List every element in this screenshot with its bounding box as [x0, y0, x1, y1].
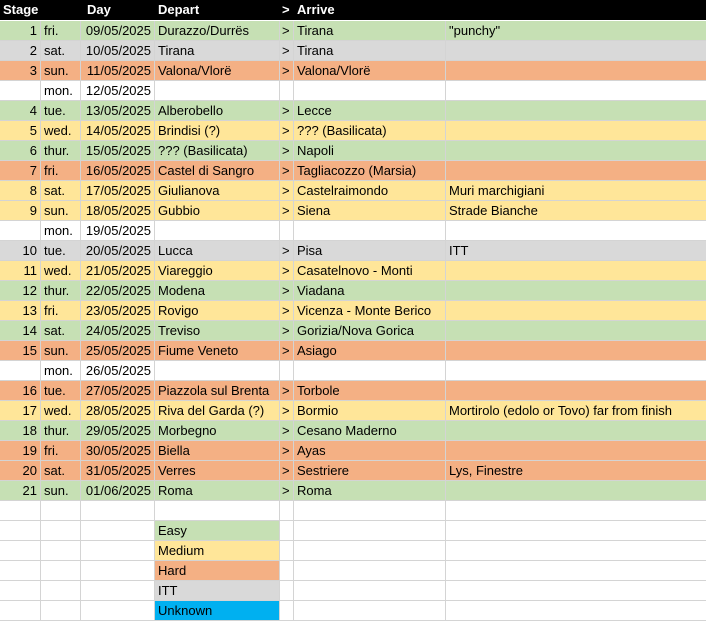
arrow-cell[interactable]: > [280, 261, 294, 281]
arrive-cell[interactable]: Tirana [294, 41, 446, 61]
date-cell[interactable]: 29/05/2025 [81, 421, 155, 441]
note-cell[interactable] [446, 321, 706, 341]
empty-cell[interactable] [81, 581, 155, 601]
header-arrive[interactable]: Arrive [294, 0, 446, 20]
stage-row [0, 281, 706, 301]
date-cell[interactable]: 24/05/2025 [81, 321, 155, 341]
date-cell[interactable]: 23/05/2025 [81, 301, 155, 321]
empty-cell[interactable] [0, 561, 41, 581]
stage-number-cell[interactable]: 1 [0, 21, 41, 41]
empty-cell[interactable] [41, 521, 81, 541]
stage-row [0, 201, 706, 221]
empty-cell[interactable] [294, 601, 446, 621]
depart-cell[interactable]: Gubbio [155, 201, 280, 221]
arrive-cell[interactable]: Castelraimondo [294, 181, 446, 201]
note-cell[interactable] [446, 441, 706, 461]
arrive-cell[interactable] [294, 221, 446, 241]
depart-cell[interactable]: Modena [155, 281, 280, 301]
stage-row [0, 341, 706, 361]
empty-cell[interactable] [280, 581, 294, 601]
arrive-cell[interactable]: Sestriere [294, 461, 446, 481]
stage-row [0, 161, 706, 181]
legend-easy-swatch[interactable]: Easy [155, 521, 280, 541]
weekday-cell[interactable]: fri. [41, 21, 81, 41]
empty-cell[interactable] [81, 541, 155, 561]
stage-number-cell[interactable]: 11 [0, 261, 41, 281]
stage-number-cell[interactable]: 18 [0, 421, 41, 441]
depart-cell[interactable]: Castel di Sangro [155, 161, 280, 181]
date-cell[interactable]: 16/05/2025 [81, 161, 155, 181]
depart-cell[interactable]: Morbegno [155, 421, 280, 441]
legend-row [0, 601, 706, 621]
arrow-cell[interactable]: > [280, 241, 294, 261]
date-cell[interactable]: 13/05/2025 [81, 101, 155, 121]
empty-cell[interactable] [41, 581, 81, 601]
depart-cell[interactable]: Rovigo [155, 301, 280, 321]
weekday-cell[interactable]: thur. [41, 141, 81, 161]
empty-cell[interactable] [81, 521, 155, 541]
date-cell[interactable]: 17/05/2025 [81, 181, 155, 201]
arrive-cell[interactable]: Tagliacozzo (Marsia) [294, 161, 446, 181]
weekday-cell[interactable]: mon. [41, 81, 81, 101]
empty-cell[interactable] [446, 541, 706, 561]
date-cell[interactable]: 26/05/2025 [81, 361, 155, 381]
empty-row [0, 501, 706, 521]
depart-cell[interactable]: Viareggio [155, 261, 280, 281]
weekday-cell[interactable]: thur. [41, 281, 81, 301]
weekday-cell[interactable]: sun. [41, 61, 81, 81]
legend-row [0, 541, 706, 561]
depart-cell[interactable]: Roma [155, 481, 280, 501]
arrow-cell[interactable]: > [280, 161, 294, 181]
arrow-cell[interactable]: > [280, 421, 294, 441]
date-cell[interactable]: 30/05/2025 [81, 441, 155, 461]
arrow-cell[interactable]: > [280, 121, 294, 141]
depart-cell[interactable]: Alberobello [155, 101, 280, 121]
date-cell[interactable]: 01/06/2025 [81, 481, 155, 501]
stage-row [0, 61, 706, 81]
date-cell[interactable]: 27/05/2025 [81, 381, 155, 401]
empty-cell[interactable] [280, 601, 294, 621]
legend-hard-swatch[interactable]: Hard [155, 561, 280, 581]
arrive-cell[interactable]: Gorizia/Nova Gorica [294, 321, 446, 341]
arrive-cell[interactable]: Ayas [294, 441, 446, 461]
stage-number-cell[interactable]: 14 [0, 321, 41, 341]
stage-row [0, 121, 706, 141]
depart-cell[interactable]: Biella [155, 441, 280, 461]
empty-cell[interactable] [280, 541, 294, 561]
weekday-cell[interactable]: sat. [41, 41, 81, 61]
depart-cell[interactable] [155, 221, 280, 241]
arrive-cell[interactable]: Bormio [294, 401, 446, 421]
empty-cell[interactable] [41, 601, 81, 621]
date-cell[interactable]: 12/05/2025 [81, 81, 155, 101]
arrow-cell[interactable]: > [280, 381, 294, 401]
arrow-cell[interactable]: > [280, 301, 294, 321]
depart-cell[interactable]: Brindisi (?) [155, 121, 280, 141]
empty-cell[interactable] [81, 561, 155, 581]
header-day[interactable]: Day [81, 0, 155, 20]
stage-number-cell[interactable]: 15 [0, 341, 41, 361]
empty-cell[interactable] [446, 521, 706, 541]
legend-medium-swatch[interactable]: Medium [155, 541, 280, 561]
note-cell[interactable]: Lys, Finestre [446, 461, 706, 481]
stage-row [0, 361, 706, 381]
note-cell[interactable] [446, 101, 706, 121]
depart-cell[interactable] [155, 361, 280, 381]
arrive-cell[interactable]: Lecce [294, 101, 446, 121]
header-row [0, 0, 706, 20]
note-cell[interactable] [446, 121, 706, 141]
note-cell[interactable] [446, 41, 706, 61]
empty-cell[interactable] [294, 501, 446, 521]
stage-row [0, 241, 706, 261]
date-cell[interactable]: 31/05/2025 [81, 461, 155, 481]
arrow-cell[interactable]: > [280, 181, 294, 201]
empty-cell[interactable] [0, 521, 41, 541]
legend-itt-swatch[interactable]: ITT [155, 581, 280, 601]
arrow-cell[interactable]: > [280, 201, 294, 221]
arrow-cell[interactable]: > [280, 461, 294, 481]
weekday-cell[interactable]: mon. [41, 221, 81, 241]
note-cell[interactable]: "punchy" [446, 21, 706, 41]
stage-number-cell[interactable] [0, 81, 41, 101]
weekday-cell[interactable]: tue. [41, 101, 81, 121]
empty-cell[interactable] [0, 601, 41, 621]
stage-row [0, 301, 706, 321]
empty-cell[interactable] [0, 581, 41, 601]
empty-cell[interactable] [294, 581, 446, 601]
depart-cell[interactable]: Lucca [155, 241, 280, 261]
note-cell[interactable]: Muri marchigiani [446, 181, 706, 201]
note-cell[interactable] [446, 481, 706, 501]
weekday-cell[interactable]: tue. [41, 241, 81, 261]
stage-number-cell[interactable]: 9 [0, 201, 41, 221]
stage-row [0, 21, 706, 41]
arrow-cell[interactable]: > [280, 341, 294, 361]
arrow-cell[interactable]: > [280, 141, 294, 161]
stage-row [0, 421, 706, 441]
arrow-cell[interactable]: > [280, 401, 294, 421]
stage-row [0, 221, 706, 241]
note-cell[interactable] [446, 81, 706, 101]
stage-number-cell[interactable]: 21 [0, 481, 41, 501]
empty-cell[interactable] [280, 561, 294, 581]
depart-cell[interactable] [155, 81, 280, 101]
empty-cell[interactable] [0, 501, 41, 521]
empty-cell[interactable] [446, 501, 706, 521]
note-cell[interactable] [446, 221, 706, 241]
note-cell[interactable] [446, 141, 706, 161]
date-cell[interactable]: 28/05/2025 [81, 401, 155, 421]
empty-cell[interactable] [41, 501, 81, 521]
note-cell[interactable]: Mortirolo (edolo or Tovo) far from finish [446, 401, 706, 421]
weekday-cell[interactable]: sun. [41, 341, 81, 361]
stage-row [0, 441, 706, 461]
depart-cell[interactable]: Durazzo/Durrës [155, 21, 280, 41]
stage-number-cell[interactable]: 7 [0, 161, 41, 181]
legend-row [0, 561, 706, 581]
note-cell[interactable] [446, 301, 706, 321]
arrow-cell[interactable] [280, 221, 294, 241]
empty-cell[interactable] [81, 601, 155, 621]
arrive-cell[interactable]: Napoli [294, 141, 446, 161]
stage-row [0, 401, 706, 421]
stage-number-cell[interactable]: 19 [0, 441, 41, 461]
stage-number-cell[interactable]: 6 [0, 141, 41, 161]
stage-row [0, 81, 706, 101]
arrow-cell[interactable]: > [280, 281, 294, 301]
stage-number-cell[interactable]: 2 [0, 41, 41, 61]
legend-row [0, 581, 706, 601]
weekday-cell[interactable]: sun. [41, 201, 81, 221]
date-cell[interactable]: 25/05/2025 [81, 341, 155, 361]
stage-number-cell[interactable]: 12 [0, 281, 41, 301]
depart-cell[interactable]: Giulianova [155, 181, 280, 201]
date-cell[interactable]: 09/05/2025 [81, 21, 155, 41]
empty-cell[interactable] [280, 501, 294, 521]
stage-number-cell[interactable]: 10 [0, 241, 41, 261]
empty-cell[interactable] [280, 521, 294, 541]
stage-number-cell[interactable] [0, 361, 41, 381]
arrow-cell[interactable]: > [280, 21, 294, 41]
arrive-cell[interactable] [294, 81, 446, 101]
weekday-cell[interactable]: tue. [41, 381, 81, 401]
weekday-cell[interactable]: sat. [41, 181, 81, 201]
depart-cell[interactable]: Fiume Veneto [155, 341, 280, 361]
note-cell[interactable] [446, 61, 706, 81]
weekday-cell[interactable]: wed. [41, 401, 81, 421]
date-cell[interactable]: 19/05/2025 [81, 221, 155, 241]
weekday-cell[interactable]: fri. [41, 161, 81, 181]
arrive-cell[interactable]: Torbole [294, 381, 446, 401]
arrow-cell[interactable] [280, 81, 294, 101]
stage-row [0, 181, 706, 201]
depart-cell[interactable]: Piazzola sul Brenta [155, 381, 280, 401]
arrive-cell[interactable]: Siena [294, 201, 446, 221]
weekday-cell[interactable]: sat. [41, 321, 81, 341]
weekday-cell[interactable]: wed. [41, 121, 81, 141]
weekday-cell[interactable]: wed. [41, 261, 81, 281]
stage-number-cell[interactable]: 4 [0, 101, 41, 121]
note-cell[interactable]: ITT [446, 241, 706, 261]
header-stage[interactable]: Stage [0, 0, 41, 20]
date-cell[interactable]: 20/05/2025 [81, 241, 155, 261]
stage-row [0, 41, 706, 61]
header-dow[interactable] [41, 0, 81, 20]
weekday-cell[interactable]: mon. [41, 361, 81, 381]
stage-number-cell[interactable]: 16 [0, 381, 41, 401]
depart-cell[interactable]: Riva del Garda (?) [155, 401, 280, 421]
depart-cell[interactable]: Treviso [155, 321, 280, 341]
stage-row [0, 321, 706, 341]
arrive-cell[interactable]: Viadana [294, 281, 446, 301]
empty-cell[interactable] [294, 521, 446, 541]
arrow-cell[interactable]: > [280, 101, 294, 121]
arrive-cell[interactable]: Pisa [294, 241, 446, 261]
arrow-cell[interactable]: > [280, 321, 294, 341]
weekday-cell[interactable]: sun. [41, 481, 81, 501]
empty-cell[interactable] [155, 501, 280, 521]
date-cell[interactable]: 21/05/2025 [81, 261, 155, 281]
empty-cell[interactable] [41, 561, 81, 581]
depart-cell[interactable]: Valona/Vlorë [155, 61, 280, 81]
date-cell[interactable]: 15/05/2025 [81, 141, 155, 161]
stage-number-cell[interactable]: 20 [0, 461, 41, 481]
depart-cell[interactable]: ??? (Basilicata) [155, 141, 280, 161]
arrive-cell[interactable] [294, 361, 446, 381]
arrive-cell[interactable]: ??? (Basilicata) [294, 121, 446, 141]
weekday-cell[interactable]: thur. [41, 421, 81, 441]
date-cell[interactable]: 22/05/2025 [81, 281, 155, 301]
weekday-cell[interactable]: fri. [41, 301, 81, 321]
arrow-cell[interactable]: > [280, 441, 294, 461]
date-cell[interactable]: 18/05/2025 [81, 201, 155, 221]
arrive-cell[interactable]: Asiago [294, 341, 446, 361]
stage-number-cell[interactable]: 17 [0, 401, 41, 421]
empty-cell[interactable] [294, 561, 446, 581]
note-cell[interactable] [446, 381, 706, 401]
empty-cell[interactable] [446, 561, 706, 581]
arrive-cell[interactable]: Valona/Vlorë [294, 61, 446, 81]
note-cell[interactable] [446, 361, 706, 381]
stage-row [0, 141, 706, 161]
weekday-cell[interactable]: fri. [41, 441, 81, 461]
header-arrow[interactable]: > [280, 0, 294, 20]
note-cell[interactable] [446, 161, 706, 181]
arrow-cell[interactable] [280, 361, 294, 381]
empty-cell[interactable] [81, 501, 155, 521]
empty-cell[interactable] [41, 541, 81, 561]
legend-unknown-swatch[interactable]: Unknown [155, 601, 280, 621]
stage-number-cell[interactable]: 3 [0, 61, 41, 81]
arrive-cell[interactable]: Cesano Maderno [294, 421, 446, 441]
empty-cell[interactable] [0, 541, 41, 561]
note-cell[interactable] [446, 341, 706, 361]
stage-row [0, 101, 706, 121]
stage-number-cell[interactable] [0, 221, 41, 241]
date-cell[interactable]: 14/05/2025 [81, 121, 155, 141]
empty-cell[interactable] [294, 541, 446, 561]
arrow-cell[interactable]: > [280, 481, 294, 501]
depart-cell[interactable]: Verres [155, 461, 280, 481]
note-cell[interactable] [446, 261, 706, 281]
arrive-cell[interactable]: Tirana [294, 21, 446, 41]
note-cell[interactable]: Strade Bianche [446, 201, 706, 221]
depart-cell[interactable]: Tirana [155, 41, 280, 61]
stage-row [0, 381, 706, 401]
arrive-cell[interactable]: Casatelnovo - Monti [294, 261, 446, 281]
arrive-cell[interactable]: Vicenza - Monte Berico [294, 301, 446, 321]
stage-number-cell[interactable]: 13 [0, 301, 41, 321]
legend-row [0, 521, 706, 541]
arrow-cell[interactable]: > [280, 41, 294, 61]
arrow-cell[interactable]: > [280, 61, 294, 81]
stage-row [0, 261, 706, 281]
header-notes[interactable] [446, 0, 706, 20]
date-cell[interactable]: 11/05/2025 [81, 61, 155, 81]
stage-number-cell[interactable]: 5 [0, 121, 41, 141]
weekday-cell[interactable]: sat. [41, 461, 81, 481]
note-cell[interactable] [446, 281, 706, 301]
stage-row [0, 461, 706, 481]
note-cell[interactable] [446, 421, 706, 441]
date-cell[interactable]: 10/05/2025 [81, 41, 155, 61]
arrive-cell[interactable]: Roma [294, 481, 446, 501]
header-depart[interactable]: Depart [155, 0, 280, 20]
empty-cell[interactable] [446, 581, 706, 601]
stage-row [0, 481, 706, 501]
stage-number-cell[interactable]: 8 [0, 181, 41, 201]
empty-cell[interactable] [446, 601, 706, 621]
